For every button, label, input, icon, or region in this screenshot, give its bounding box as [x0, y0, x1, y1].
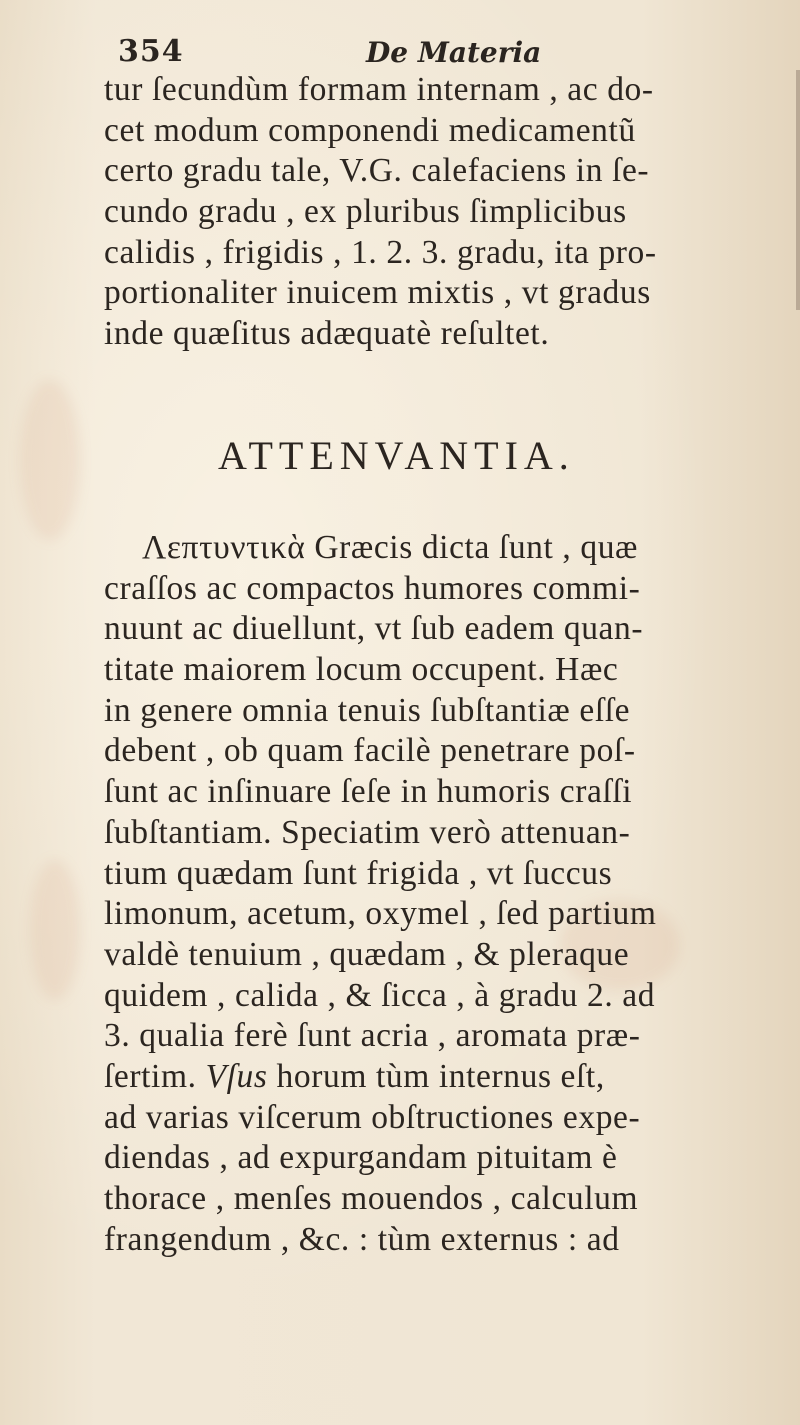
paragraph-continuation: [104, 70, 794, 355]
text-line: tur ſecundùm formam internam , ac do-: [104, 71, 654, 108]
text-line: frangendum , &c. : tùm externus : ad: [104, 1220, 620, 1258]
text-line: diendas , ad expurgandam pituitam è: [104, 1139, 618, 1177]
text-line: quidem , calida , & ſicca , à gradu 2. ad: [104, 976, 656, 1014]
section-heading: ATTENVANTIA.: [218, 433, 575, 478]
text-line: ſunt ac inſinuare ſeſe in humoris craſſi: [104, 773, 633, 811]
text-line: cundo gradu , ex pluribus ſimplicibus: [104, 193, 627, 231]
text-line: inde quæſitus adæquatè reſultet.: [104, 315, 550, 353]
text-fragment: horum tùm internus eſt,: [267, 1057, 605, 1095]
text-line: portionaliter inuicem mixtis , vt gradus: [104, 274, 651, 312]
text-line: cet modum componendi medicamentũ: [104, 111, 636, 149]
text-line: calidis , frigidis , 1. 2. 3. gradu, ita pro-: [104, 233, 657, 271]
text-line: in genere omnia tenuis ſubſtantiæ eſſe: [104, 691, 631, 729]
text-line: thorace , menſes mouendos , calculum: [104, 1180, 639, 1217]
page-edge-mark: [796, 70, 800, 310]
paragraph-attenuantia: [104, 528, 794, 1260]
text-line: debent , ob quam facilè penetrare poſ-: [104, 732, 636, 770]
usus-label: Vſus: [205, 1057, 268, 1095]
text-line: tium quædam ſunt frigida , vt ſuccus: [104, 854, 613, 892]
text-fragment: ſertim.: [104, 1057, 197, 1095]
text-line: limonum, acetum, oxymel , ſed partium: [104, 895, 657, 933]
text-line: ad varias viſcerum obſtructiones expe-: [104, 1098, 641, 1136]
page-number: 354: [118, 34, 184, 69]
running-title: De Materia: [366, 36, 542, 69]
text-line: titate maiorem locum occupent. Hæc: [104, 651, 619, 689]
text-line: nuunt ac diuellunt, vt ſub eadem quan-: [104, 610, 644, 648]
text-line-with-usus: [104, 1057, 794, 1098]
text-line: craſſos ac compactos humores commi-: [104, 569, 641, 607]
text-line: certo gradu tale, V.G. calefaciens in ſe-: [104, 152, 650, 190]
paper-stain: [20, 380, 80, 540]
text-line: Λεπτυντικὰ Græcis dicta ſunt , quæ: [142, 529, 638, 566]
paper-stain: [30, 860, 80, 1000]
text-line: ſubſtantiam. Speciatim verò attenuan-: [104, 813, 631, 851]
text-line: valdè tenuium , quædam , & pleraque: [104, 935, 630, 973]
text-line: 3. qualia ferè ſunt acria , aromata præ-: [104, 1017, 641, 1055]
